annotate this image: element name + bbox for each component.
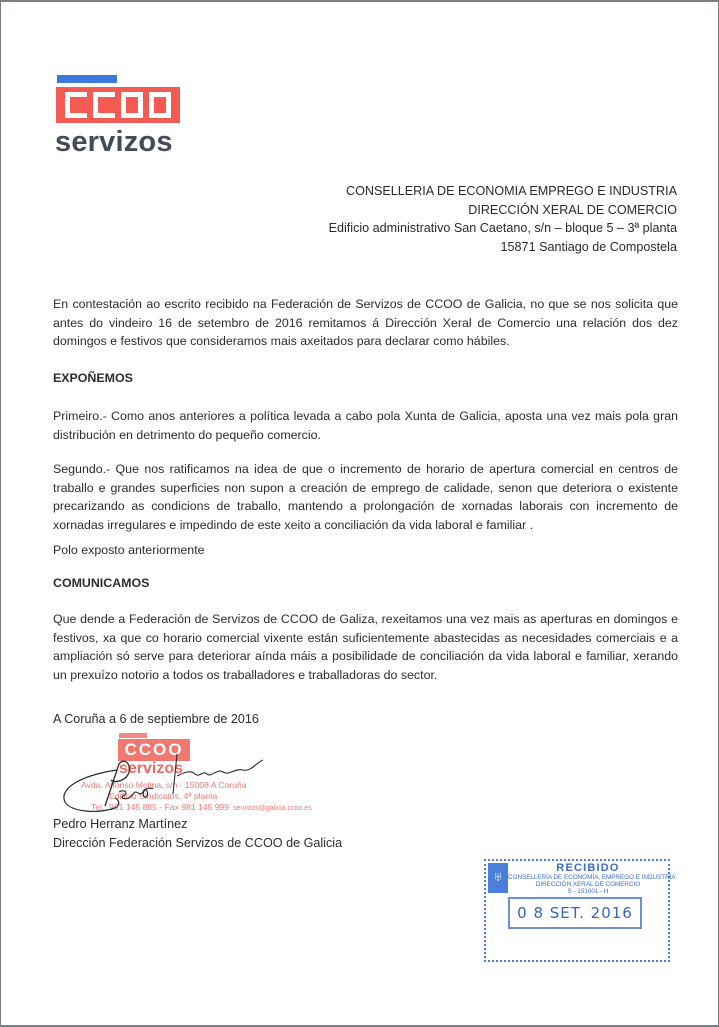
stamp-address-line: Avda. Alfonso Molina, s/n - 15008 A Coruña (81, 780, 247, 790)
heading-comunicamos: COMUNICAMOS (53, 576, 150, 590)
signer-role: Dirección Federación Servizos de CCOO de Galicia (53, 836, 343, 850)
logo-letters (65, 92, 173, 118)
intro-paragraph: En contestación ao escrito recibido na Federación de Servizos de CCOO de Galicia, no que se nos solicita que antes do vindeiro 16 de setembro de 2016 remitamos á Dirección Xeral de Comercio una relación dos dez domingos e festivos que consideramos mais axeitados para declarar como hábiles. (53, 297, 678, 349)
stamp-logo-tab (119, 733, 147, 738)
received-title: RECIBIDO (556, 862, 620, 874)
stamp-logo-text: CCOO (124, 740, 184, 759)
logo-letter-c (65, 92, 87, 118)
paragraph-que-dende: Que dende a Federación de Servizos de CCOO de Galiza, rexeitamos una vez mais as aperturas en domingos e festivos, xa que co horario comercial vixente están suficientemente abastecidas as necesidades comerciais e a ampliación só serve para deteriorar aínda máis a posibilidade de conciliación da vida laboral e familiar, xerando un prexuízo notorio a todos os traballadores e traballadoras do sector. (53, 612, 678, 682)
chalice-icon: ♅ (493, 869, 503, 884)
recipient-line-3: Edificio administrativo San Caetano, s/n – bloque 5 – 3ª planta (328, 221, 677, 235)
received-stamp (484, 859, 676, 962)
logo-letter-c (93, 92, 115, 118)
received-date: 0 8 SET. 2016 (508, 897, 642, 929)
signature-herranz (173, 754, 263, 794)
logo-blue-bar (57, 75, 117, 83)
ccoo-servizos-logo (55, 74, 185, 159)
recipient-line-1: CONSELLERIA DE ECONOMIA EMPREGO E INDUSTRIA (345, 184, 677, 198)
stamp-email-line: servizos@galicia.ccoo.es (233, 805, 312, 812)
paragraph-polo-exposto: Polo exposto anteriormente (53, 543, 205, 557)
signature-edro (119, 788, 153, 799)
recipient-line-2: DIRECCIÓN XERAL DE COMERCIO (468, 202, 677, 217)
heading-exponemos: EXPOÑEMOS (53, 371, 133, 385)
stamp-brand: servizos (119, 760, 184, 777)
logo-letter-o (121, 92, 143, 118)
recipient-line-4: 15871 Santiago de Compostela (500, 239, 677, 254)
received-directorate: DIRECCIÓN XERAL DE COMERCIO (535, 881, 641, 888)
received-registry-code: S - 151001 - H (567, 888, 609, 895)
galicia-crest-icon (488, 863, 508, 893)
place-and-date: A Coruña a 6 de septiembre de 2016 (53, 712, 259, 726)
paragraph-segundo: Segundo.- Que nos ratificamos na idea de que o incremento de horario de apertura comercial en centros de traballo e grandes superficies non supon a creación de emprego de calidade, senon que deteriora o existente precarizando as condicions de traballo, mantendo a prolongación de xornadas laborais con incremento de xornadas irregulares e impedindo de este xeito a conciliación da vida laboral e familiar . (53, 462, 678, 532)
received-department: CONSELLERÍA DE ECONOMÍA, EMPREGO E INDUSTRIA (508, 874, 676, 881)
handwritten-signature (57, 750, 267, 816)
paragraph-primeiro: Primeiro.- Como anos anteriores a política levada a cabo pola Xunta de Galicia, aposta una vez mais pola gran distribución en detrimento do pequeño comercio. (53, 409, 678, 442)
stamp-address-line: Tel.: 981 145 885 - Fax 981 145 999 (91, 802, 230, 812)
signer-name: Pedro Herranz Martínez (53, 817, 188, 831)
logo-letter-o (149, 92, 171, 118)
logo-name: servizos (55, 126, 173, 158)
recipient-address (329, 182, 677, 256)
stamp-address-line: Edificio Sindicatos, 4ª planta (109, 791, 218, 801)
